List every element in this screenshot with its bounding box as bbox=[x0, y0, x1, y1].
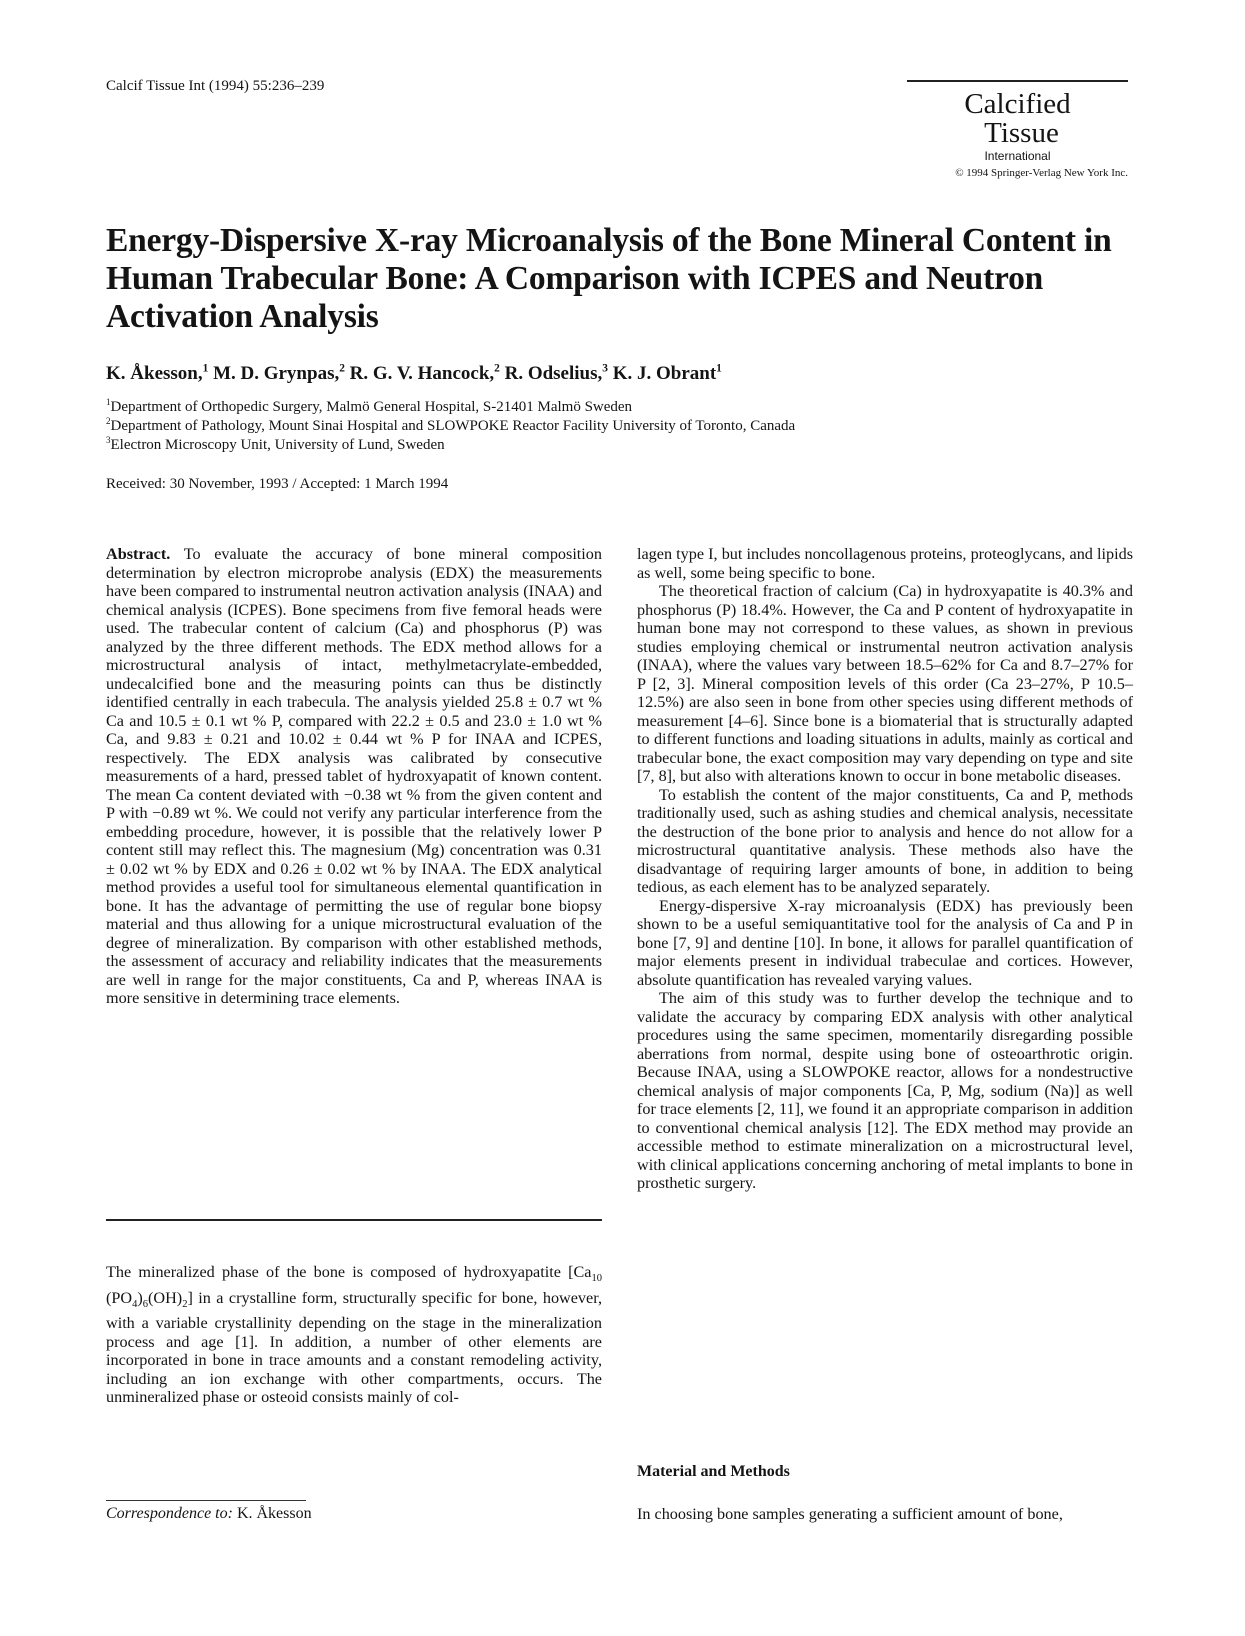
author-list bbox=[106, 363, 722, 385]
formula-subscript: 6 bbox=[142, 1298, 149, 1310]
affiliation bbox=[106, 417, 795, 435]
correspondence-label: Correspondence to: bbox=[106, 1505, 233, 1522]
author-affiliation-mark: 1 bbox=[716, 362, 722, 375]
affiliation-mark: 1 bbox=[106, 397, 111, 407]
article-title: Energy-Dispersive X-ray Microanalysis of the Bone Mineral Content in Human Trabecular Bone: A Comparison with ICPES and Neutron Activation Analysis bbox=[106, 222, 1112, 335]
body-paragraph: lagen type I, but includes noncollagenous proteins, proteoglycans, and lipids as well, some being specific to bone. bbox=[637, 545, 1133, 582]
author-name: R. G. V. Hancock, bbox=[349, 363, 495, 384]
affiliation-text: Department of Pathology, Mount Sinai Hospital and SLOWPOKE Reactor Facility University of Toronto, Canada bbox=[110, 418, 796, 434]
intro-text: ] in a crystalline form, structurally specific for bone, however, with a variable crystallinity depending on the stage in the mineralization process and age [1]. In addition, a number of other elements are incorporated in bone in trace amounts and a constant remodeling activity, including an ion exchange with other compartments, occurs. The unmineralized phase or osteoid consists mainly of col- bbox=[106, 1288, 602, 1407]
introduction-paragraph bbox=[106, 1263, 602, 1407]
author-affiliation-mark: 2 bbox=[339, 362, 345, 375]
formula-subscript: 4 bbox=[132, 1298, 138, 1310]
journal-brand bbox=[907, 90, 1128, 148]
intro-text: ) bbox=[137, 1288, 143, 1307]
abstract-text: To evaluate the accuracy of bone mineral composition determination by electron microprobe analysis (EDX) the measurements have been compared to instrumental neutron activation analysis (INAA) and chemical analysis (ICPES). Bone specimens from five femoral heads were used. The trabecular content of calcium (Ca) and phosphorus (P) was analyzed by the three different methods. The EDX method allows for a microstructural analysis of intact, methylmetacrylate-embedded, undecalcified bone and the measuring points can thus be distinctly identified centrally in each trabecula. The analysis yielded 25.8 ± 0.7 wt % Ca and 10.5 ± 0.1 wt % P, compared with 22.2 ± 0.5 and 23.0 ± 1.0 wt % Ca, and 9.83 ± 0.21 and 10.02 ± 0.44 wt % P for INAA and ICPES, respectively. The EDX analysis was calibrated by consecutive measurements of a hard, pressed tablet of hydroxyapatit of known content. The mean Ca content deviated with −0.38 wt % from the given content and P with −0.89 wt %. We could not verify any particular interference from the embedding procedure, however, it is possible that the relatively lower P content still may reflect this. The magnesium (Mg) concentration was 0.31 ± 0.02 wt % by EDX and 0.26 ± 0.02 wt % by INAA. The EDX analytical method provides a useful tool for simultaneous elemental quantification in bone. It has the advantage of permitting the use of regular bone biopsy material and thus allowing for a unique microstructural evaluation of the degree of mineralization. By comparison with other established methods, the assessment of accuracy and reliability indicates that the measurements are well in range for the major constituents, Ca and P, whereas INAA is more sensitive in determining trace elements. bbox=[106, 545, 602, 1007]
correspondence-note bbox=[106, 1505, 312, 1523]
brand-line-2: Tissue bbox=[984, 117, 1059, 149]
formula-subscript: 2 bbox=[182, 1298, 188, 1310]
intro-text: (PO bbox=[106, 1288, 133, 1307]
body-paragraph: To establish the content of the major constituents, Ca and P, methods traditionally used, such as ashing studies and chemical analysis, necessitate the destruction of the bone prior to analysis and hence do not allow for a microstructural quantitative analysis. These methods also have the disadvantage of requiring larger amounts of bone, in addition to being tedious, as each element has to be analyzed separately. bbox=[637, 785, 1133, 896]
journal-reference: Calcif Tissue Int (1994) 55:236–239 bbox=[106, 78, 325, 94]
author-name: M. D. Grynpas, bbox=[213, 363, 340, 384]
correspondence-name: K. Åkesson bbox=[236, 1505, 312, 1522]
abstract-label: Abstract. bbox=[106, 545, 171, 563]
abstract bbox=[106, 545, 602, 1008]
brand-subtitle: International bbox=[984, 149, 1051, 163]
affiliation bbox=[106, 398, 632, 416]
body-paragraph: The aim of this study was to further develop the technique and to validate the accuracy by comparing EDX analysis with other analytical procedures using the same specimen, momentarily disregarding possible aberrations from normal, despite using bone of osteoarthrotic origin. Because INAA, using a SLOWPOKE reactor, allows for a nondestructive chemical analysis of major components [Ca, P, Mg, sodium (Na)] as well for trace elements [2, 11], we found it an appropriate comparison in addition to conventional chemical analysis [12]. The EDX method may provide an accessible method to estimate mineralization on a microstructural level, with clinical applications concerning anchoring of metal implants to bone in prosthetic surgery. bbox=[637, 989, 1133, 1192]
author-affiliation-mark: 3 bbox=[602, 362, 608, 375]
copyright-notice: © 1994 Springer-Verlag New York Inc. bbox=[955, 167, 1128, 179]
footnote-rule bbox=[106, 1500, 306, 1501]
section-heading: Material and Methods bbox=[637, 1463, 790, 1480]
author-affiliation-mark: 1 bbox=[202, 362, 209, 375]
brand-line-1: Calcified bbox=[964, 88, 1071, 120]
author-name: K. J. Obrant bbox=[612, 363, 717, 384]
section-first-line: In choosing bone samples generating a sufficient amount of bone, bbox=[637, 1505, 1063, 1523]
brand-top-rule bbox=[907, 80, 1128, 82]
author-name: K. Åkesson, bbox=[106, 363, 203, 384]
affiliation-text: Department of Orthopedic Surgery, Malmö General Hospital, S-21401 Malmö Sweden bbox=[110, 399, 633, 415]
author-affiliation-mark: 2 bbox=[494, 362, 500, 375]
abstract-divider bbox=[106, 1219, 602, 1221]
affiliation-mark: 3 bbox=[106, 435, 111, 445]
affiliation-text: Electron Microscopy Unit, University of Lund, Sweden bbox=[110, 437, 445, 453]
affiliation-mark: 2 bbox=[106, 416, 111, 426]
intro-text: (OH) bbox=[148, 1288, 183, 1307]
body-paragraph: The theoretical fraction of calcium (Ca) in hydroxyapatite is 40.3% and phosphorus (P) 18.4%. However, the Ca and P content of hydroxyapatite in human bone may not correspond to these values, as shown in previous studies employing chemical or instrumental neutron activation analysis (INAA), where the values vary between 18.5–62% for Ca and 8.7–27% for P [2, 3]. Mineral composition levels of this order (Ca 23–27%, P 10.5–12.5%) are also seen in bone from other species using different methods of measurement [4–6]. Since bone is a biomaterial that is structurally adapted to different functions and loading situations in adults, mainly as cortical and trabecular bone, the exact composition may vary depending on type and site [7, 8], but also with alterations known to occur in bone metabolic diseases. bbox=[637, 582, 1133, 785]
intro-text: The mineralized phase of the bone is composed of hydroxyapatite [Ca bbox=[106, 1263, 592, 1281]
affiliation bbox=[106, 436, 445, 454]
right-column bbox=[637, 545, 1133, 1193]
author-name: R. Odselius, bbox=[504, 363, 603, 384]
received-dates: Received: 30 November, 1993 / Accepted: 1 March 1994 bbox=[106, 476, 449, 492]
formula-subscript: 10 bbox=[591, 1273, 602, 1285]
body-paragraph: Energy-dispersive X-ray microanalysis (EDX) has previously been shown to be a useful semiquantitative tool for the analysis of Ca and P in bone [7, 9] and dentine [10]. In bone, it allows for parallel quantification of major elements present in individual trabeculae and cortices. However, absolute quantification has revealed varying values. bbox=[637, 896, 1133, 989]
